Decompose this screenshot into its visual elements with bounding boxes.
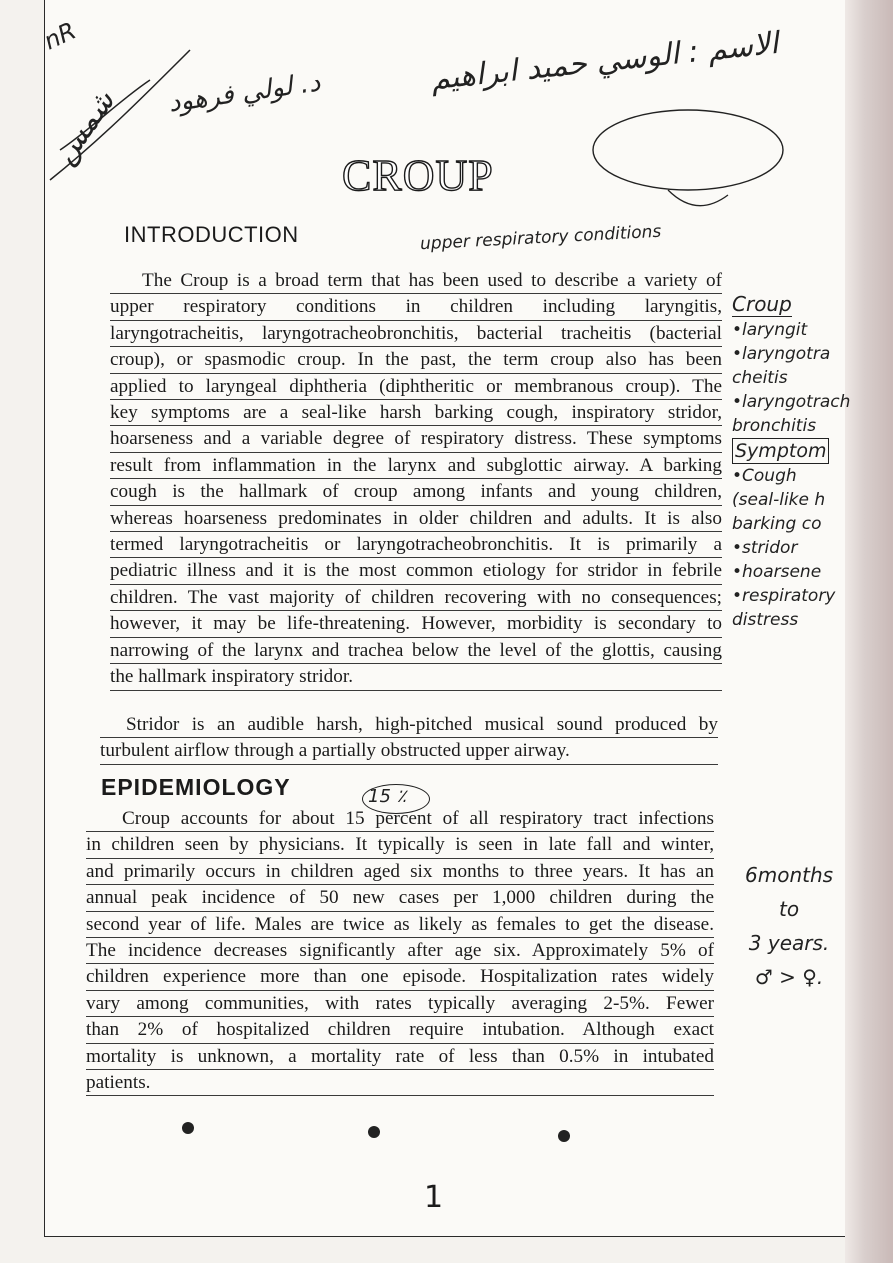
circled-percent-note: 15 ٪ [368, 786, 407, 807]
arabic-name-note: الاسم : الوسي حميد ابراهيم [429, 25, 780, 98]
margin-note: Croup [732, 292, 792, 316]
stridor-line: turbulent airflow through a partially obstructed upper airway. [100, 738, 718, 764]
intro-line: upper respiratory conditions in children including laryngitis, [110, 294, 722, 320]
epidemiology-margin-notes [745, 858, 833, 994]
intro-line: termed laryngotracheitis or laryngotracheobronchitis. It is primarily a [110, 532, 722, 558]
signature-stroke [40, 40, 220, 190]
ink-blot [558, 1130, 570, 1142]
intro-line: whereas hoarseness predominates in older children and adults. It is also [110, 506, 722, 532]
epi-line: mortality is unknown, a mortality rate of less than 0.5% in intubated [86, 1044, 714, 1070]
epi-line: The incidence decreases significantly after age six. Approximately 5% of [86, 938, 714, 964]
epidemiology-paragraph [86, 806, 714, 1096]
epi-line: than 2% of hospitalized children require intubation. Although exact [86, 1017, 714, 1043]
page-edge [845, 0, 893, 1263]
intro-heading: INTRODUCTION [124, 222, 299, 247]
intro-line: narrowing of the larynx and trachea below the level of the glottis, causing [110, 638, 722, 664]
intro-line: pediatric illness and it is the most common etiology for stridor in febrile [110, 558, 722, 584]
epi-line: second year of life. Males are twice as likely as females to get the disease. [86, 912, 714, 938]
ink-blot [368, 1126, 380, 1138]
subtitle-handwritten-note: upper respiratory conditions [419, 221, 662, 255]
margin-note: •stridor [732, 538, 798, 558]
intro-line: The Croup is a broad term that has been used to describe a variety of [110, 268, 722, 294]
margin-note: Symptom [732, 438, 829, 464]
stridor-paragraph [100, 712, 718, 765]
stridor-line: Stridor is an audible harsh, high-pitched musical sound produced by [100, 712, 718, 738]
intro-line: the hallmark inspiratory stridor. [110, 664, 722, 690]
margin-note: •Cough [732, 466, 797, 486]
intro-line: laryngotracheitis, laryngotracheobronchitis, bacterial tracheitis (bacterial [110, 321, 722, 347]
intro-line: children. The vast majority of children recovering with no consequences; [110, 585, 722, 611]
intro-line: hoarseness and a variable degree of respiratory distress. These symptoms [110, 426, 722, 452]
margin-note: •hoarsene [732, 562, 822, 582]
ink-blot [182, 1122, 194, 1134]
arabic-signature: شمس [46, 84, 122, 171]
epi-line: children experience more than one episode. Hospitalization rates widely [86, 964, 714, 990]
handwritten-circle-scribble [588, 100, 788, 230]
arabic-doctor-note: د. لولي فرهود [166, 67, 323, 119]
intro-line: key symptoms are a seal-like harsh barking cough, inspiratory stridor, [110, 400, 722, 426]
intro-line: however, it may be life-threatening. However, morbidity is secondary to [110, 611, 722, 637]
epi-line: Croup accounts for about 15 percent of all respiratory tract infections [86, 806, 714, 832]
margin-note: bronchitis [732, 416, 817, 436]
epi-note: 3 years. [748, 931, 830, 955]
margin-note: •laryngit [732, 320, 808, 340]
epi-line: patients. [86, 1070, 714, 1096]
margin-note: barking co [732, 514, 822, 534]
epi-line: annual peak incidence of 50 new cases per 1,000 children during the [86, 885, 714, 911]
intro-line: croup), or spasmodic croup. In the past, the term croup also has been [110, 347, 722, 373]
document-title: CROUP [342, 151, 494, 200]
intro-line: applied to laryngeal diphtheria (diphtheritic or membranous croup). The [110, 374, 722, 400]
epi-note: to [778, 897, 800, 921]
page-number: 1 [424, 1180, 444, 1215]
epi-line: and primarily occurs in children aged six months to three years. It has an [86, 859, 714, 885]
margin-note: cheitis [732, 368, 788, 388]
intro-line: result from inflammation in the larynx and subglottic airway. A barking [110, 453, 722, 479]
epi-note: 6months [745, 863, 834, 887]
epi-line: vary among communities, with rates typically averaging 2-5%. Fewer [86, 991, 714, 1017]
epidemiology-heading: EPIDEMIOLOGY [101, 774, 291, 800]
intro-paragraph [110, 268, 722, 691]
corner-mark: nR [39, 16, 81, 56]
epi-note: ♂ > ♀. [754, 965, 824, 989]
margin-note: distress [732, 610, 799, 630]
margin-note: •respiratory [732, 586, 836, 606]
intro-line: cough is the hallmark of croup among infants and young children, [110, 479, 722, 505]
epi-line: in children seen by physicians. It typically is seen in late fall and winter, [86, 832, 714, 858]
margin-note: (seal-like h [732, 490, 826, 510]
margin-note: •laryngotra [732, 344, 831, 364]
margin-notes [732, 292, 850, 632]
margin-note: •laryngotrach [732, 392, 851, 412]
